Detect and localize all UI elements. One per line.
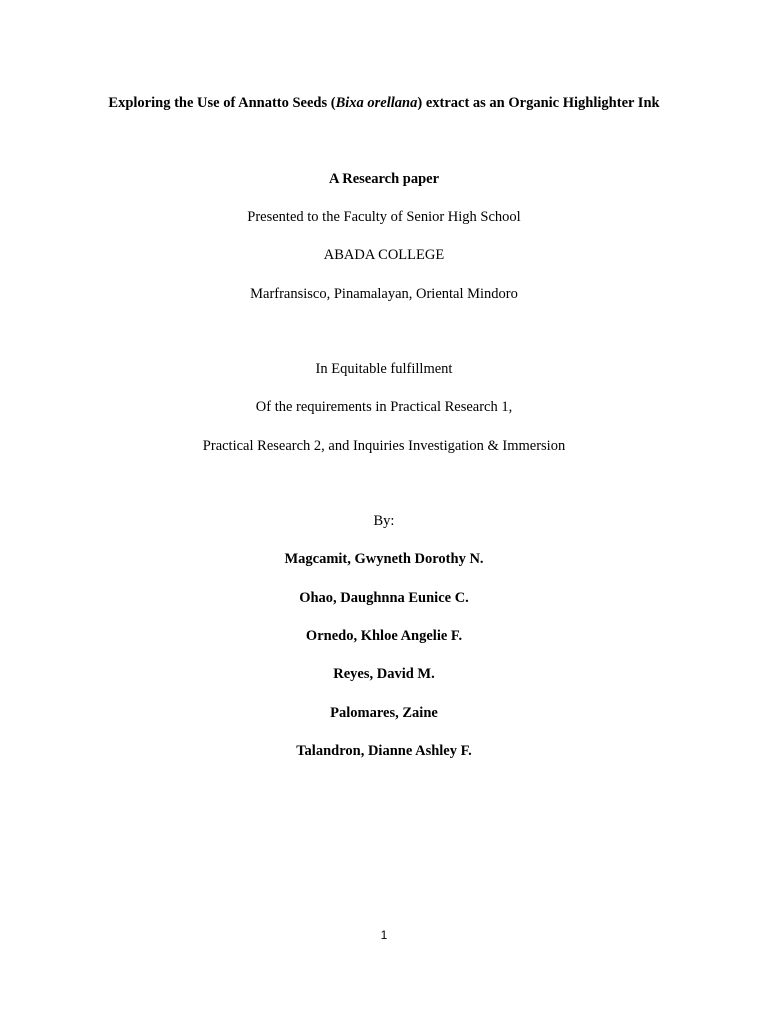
author-name: Ohao, Daughnna Eunice C.: [299, 590, 469, 606]
fulfillment-line-1: In Equitable fulfillment: [315, 361, 453, 377]
fulfillment-line-3: Practical Research 2, and Inquiries Investigation & Immersion: [202, 438, 566, 454]
school-name: ABADA COLLEGE: [323, 247, 445, 263]
presented-to: Presented to the Faculty of Senior High School: [247, 209, 521, 225]
author-name: Magcamit, Gwyneth Dorothy N.: [284, 551, 484, 567]
page-number: 1: [380, 928, 388, 942]
author-name: Ornedo, Khloe Angelie F.: [305, 628, 463, 644]
by-label: By:: [373, 513, 395, 529]
paper-title: [0, 94, 768, 112]
title-text-before: Exploring the Use of Annatto Seeds (: [108, 95, 336, 111]
title-text-after: ) extract as an Organic Highlighter Ink: [417, 95, 660, 111]
paper-type: A Research paper: [328, 171, 440, 187]
school-address: Marfransisco, Pinamalayan, Oriental Mindoro: [250, 286, 518, 302]
author-name: Palomares, Zaine: [330, 705, 438, 721]
author-name: Reyes, David M.: [333, 666, 435, 682]
title-scientific-name: Bixa orellana: [335, 95, 418, 111]
author-name: Talandron, Dianne Ashley F.: [296, 743, 472, 759]
fulfillment-line-2: Of the requirements in Practical Research 1,: [255, 399, 513, 415]
